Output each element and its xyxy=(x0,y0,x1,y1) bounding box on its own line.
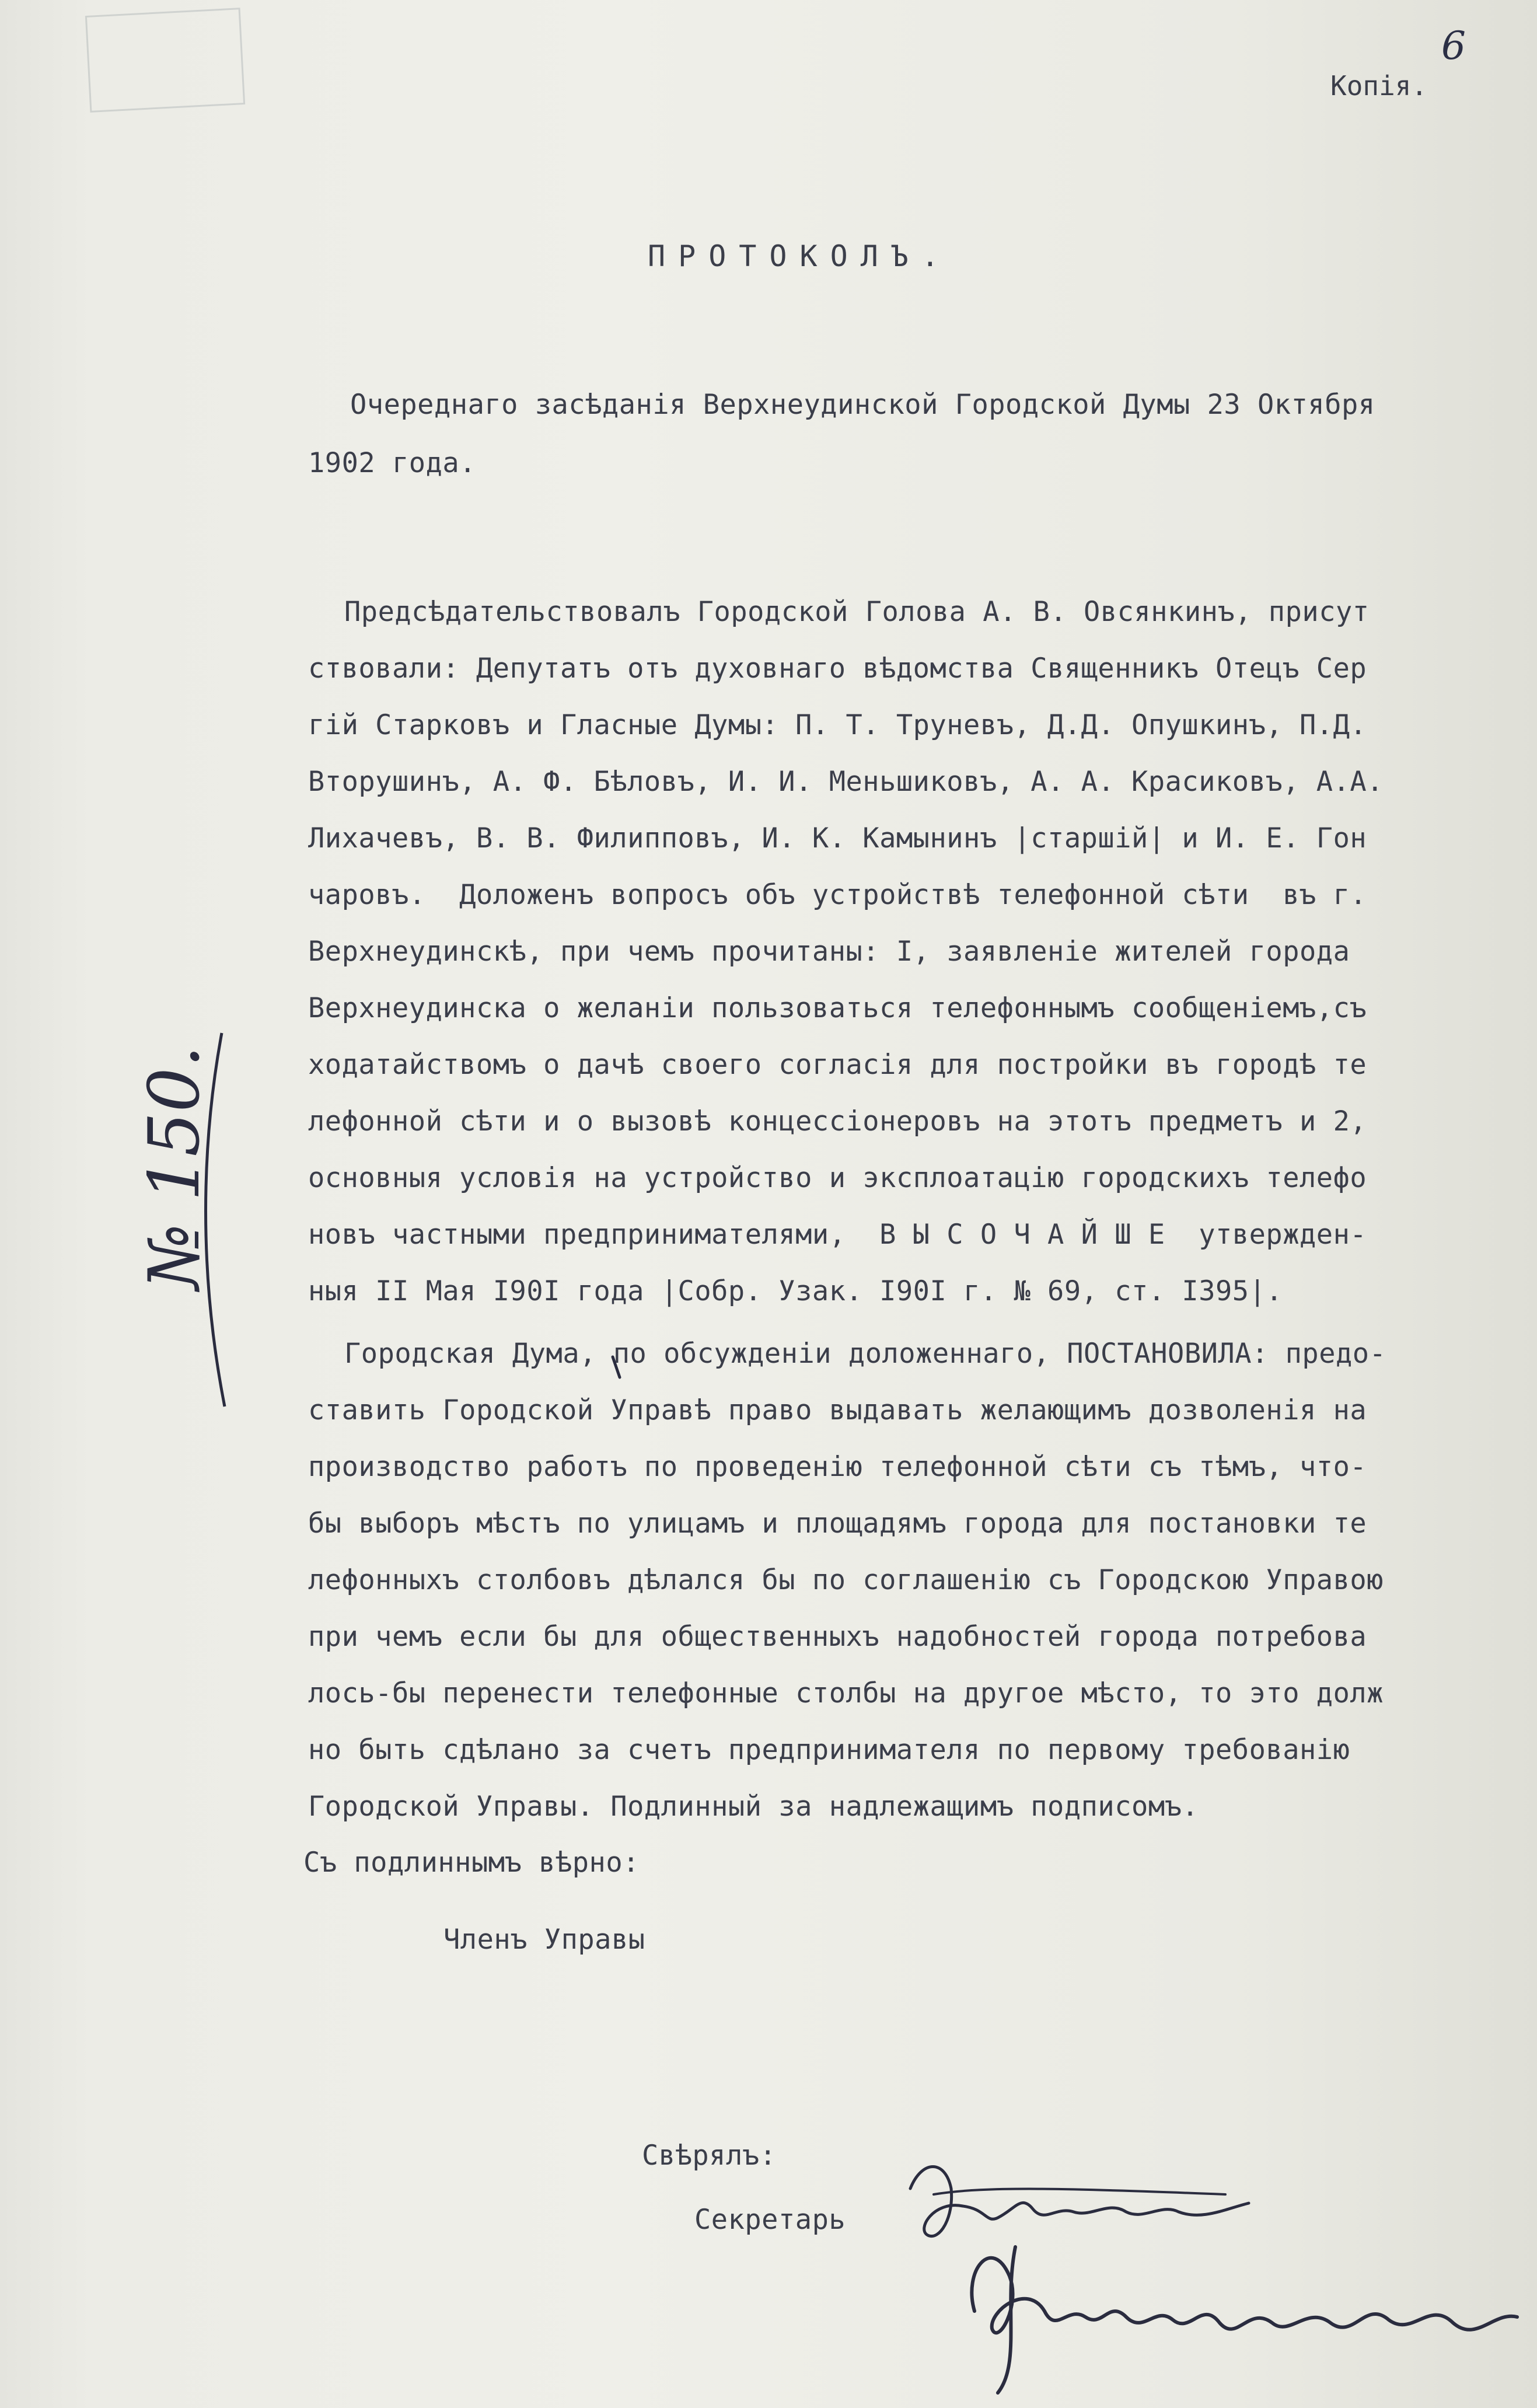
body-line: ходатайствомъ о дачѣ своего согласія для постройки въ городѣ те xyxy=(308,1049,1367,1081)
body-line: ствовали: Депутатъ отъ духовнаго вѣдомства Священникъ Отецъ Сер xyxy=(308,652,1367,685)
body-line: Лихачевъ, В. В. Филипповъ, И. К. Камынинъ |старшій| и И. Е. Гон xyxy=(308,822,1367,854)
body-line: Верхнеудинскѣ, при чемъ прочитаны: I, заявленіе жителей города xyxy=(308,936,1350,968)
copy-label: Копія. xyxy=(1330,70,1428,102)
secretary-label: Секретарь xyxy=(694,2204,846,2236)
body-line: лось-бы перенести телефонные столбы на другое мѣсто, то это долж xyxy=(308,1677,1384,1709)
margin-note: № 150. xyxy=(134,1045,215,1290)
faded-stamp xyxy=(85,8,245,113)
closing-line: Членъ Управы xyxy=(443,1924,645,1956)
body-line: гій Старковъ и Гласные Думы: П. Т. Труневъ, Д.Д. Опушкинъ, П.Д. xyxy=(308,709,1367,741)
page-number: 6 xyxy=(1441,23,1466,68)
signature-nastoyashchaya xyxy=(957,2212,1537,2404)
body-line: Вторушинъ, А. Ф. Бѣловъ, И. И. Меньшиковъ, А. А. Красиковъ, А.А. xyxy=(308,766,1384,798)
body-line: основныя условія на устройство и эксплоатацію городскихъ телефо xyxy=(308,1162,1367,1194)
body-line: лефонныхъ столбовъ дѣлался бы по соглашенію съ Городскою Управою xyxy=(308,1564,1384,1596)
checked-label: Свѣрялъ: xyxy=(642,2140,777,2172)
body-line: ставить Городской Управѣ право выдавать желающимъ дозволенія на xyxy=(308,1394,1367,1426)
body-line: Городской Управы. Подлинный за надлежащимъ подписомъ. xyxy=(308,1791,1199,1823)
body-line: но быть сдѣлано за счетъ предпринимателя по первому требованію xyxy=(308,1734,1350,1766)
subtitle-line: Очереднаго засѣданія Верхнеудинской Городской Думы 23 Октября xyxy=(350,389,1375,421)
body-line: бы выборъ мѣстъ по улицамъ и площадямъ города для постановки те xyxy=(308,1507,1367,1540)
subtitle-line: 1902 года. xyxy=(308,447,476,479)
body-line: Предсѣдательствовалъ Городской Голова А. В. Овсянкинъ, присут xyxy=(344,596,1370,628)
body-line: при чемъ если бы для общественныхъ надобностей города потребова xyxy=(308,1621,1367,1653)
ink-mark xyxy=(607,1354,630,1383)
margin-bracket xyxy=(190,1027,236,1412)
body-line: лефонной сѣти и о вызовѣ концессіонеровъ на этотъ предметъ и 2, xyxy=(308,1105,1367,1137)
closing-line: Съ подлиннымъ вѣрно: xyxy=(303,1847,640,1879)
document-title: ПРОТОКОЛЪ. xyxy=(648,239,952,273)
body-line: Верхнеудинска о желаніи пользоваться телефоннымъ сообщеніемъ,съ xyxy=(308,992,1367,1024)
body-line: новъ частными предпринимателями, В Ы С О Ч А Й Ш Е утвержден- xyxy=(308,1219,1367,1251)
body-line: ныя II Мая I90I года |Собр. Узак. I90I г. № 69, ст. I395|. xyxy=(308,1275,1283,1307)
body-line: чаровъ. Доложенъ вопросъ объ устройствѣ телефонной сѣти въ г. xyxy=(308,879,1367,911)
body-line: производство работъ по проведенію телефонной сѣти съ тѣмъ, чтo- xyxy=(308,1451,1367,1483)
body-line: Городская Дума, по обсужденіи доложеннаго, ПОСТАНОВИЛА: предо- xyxy=(344,1338,1386,1370)
